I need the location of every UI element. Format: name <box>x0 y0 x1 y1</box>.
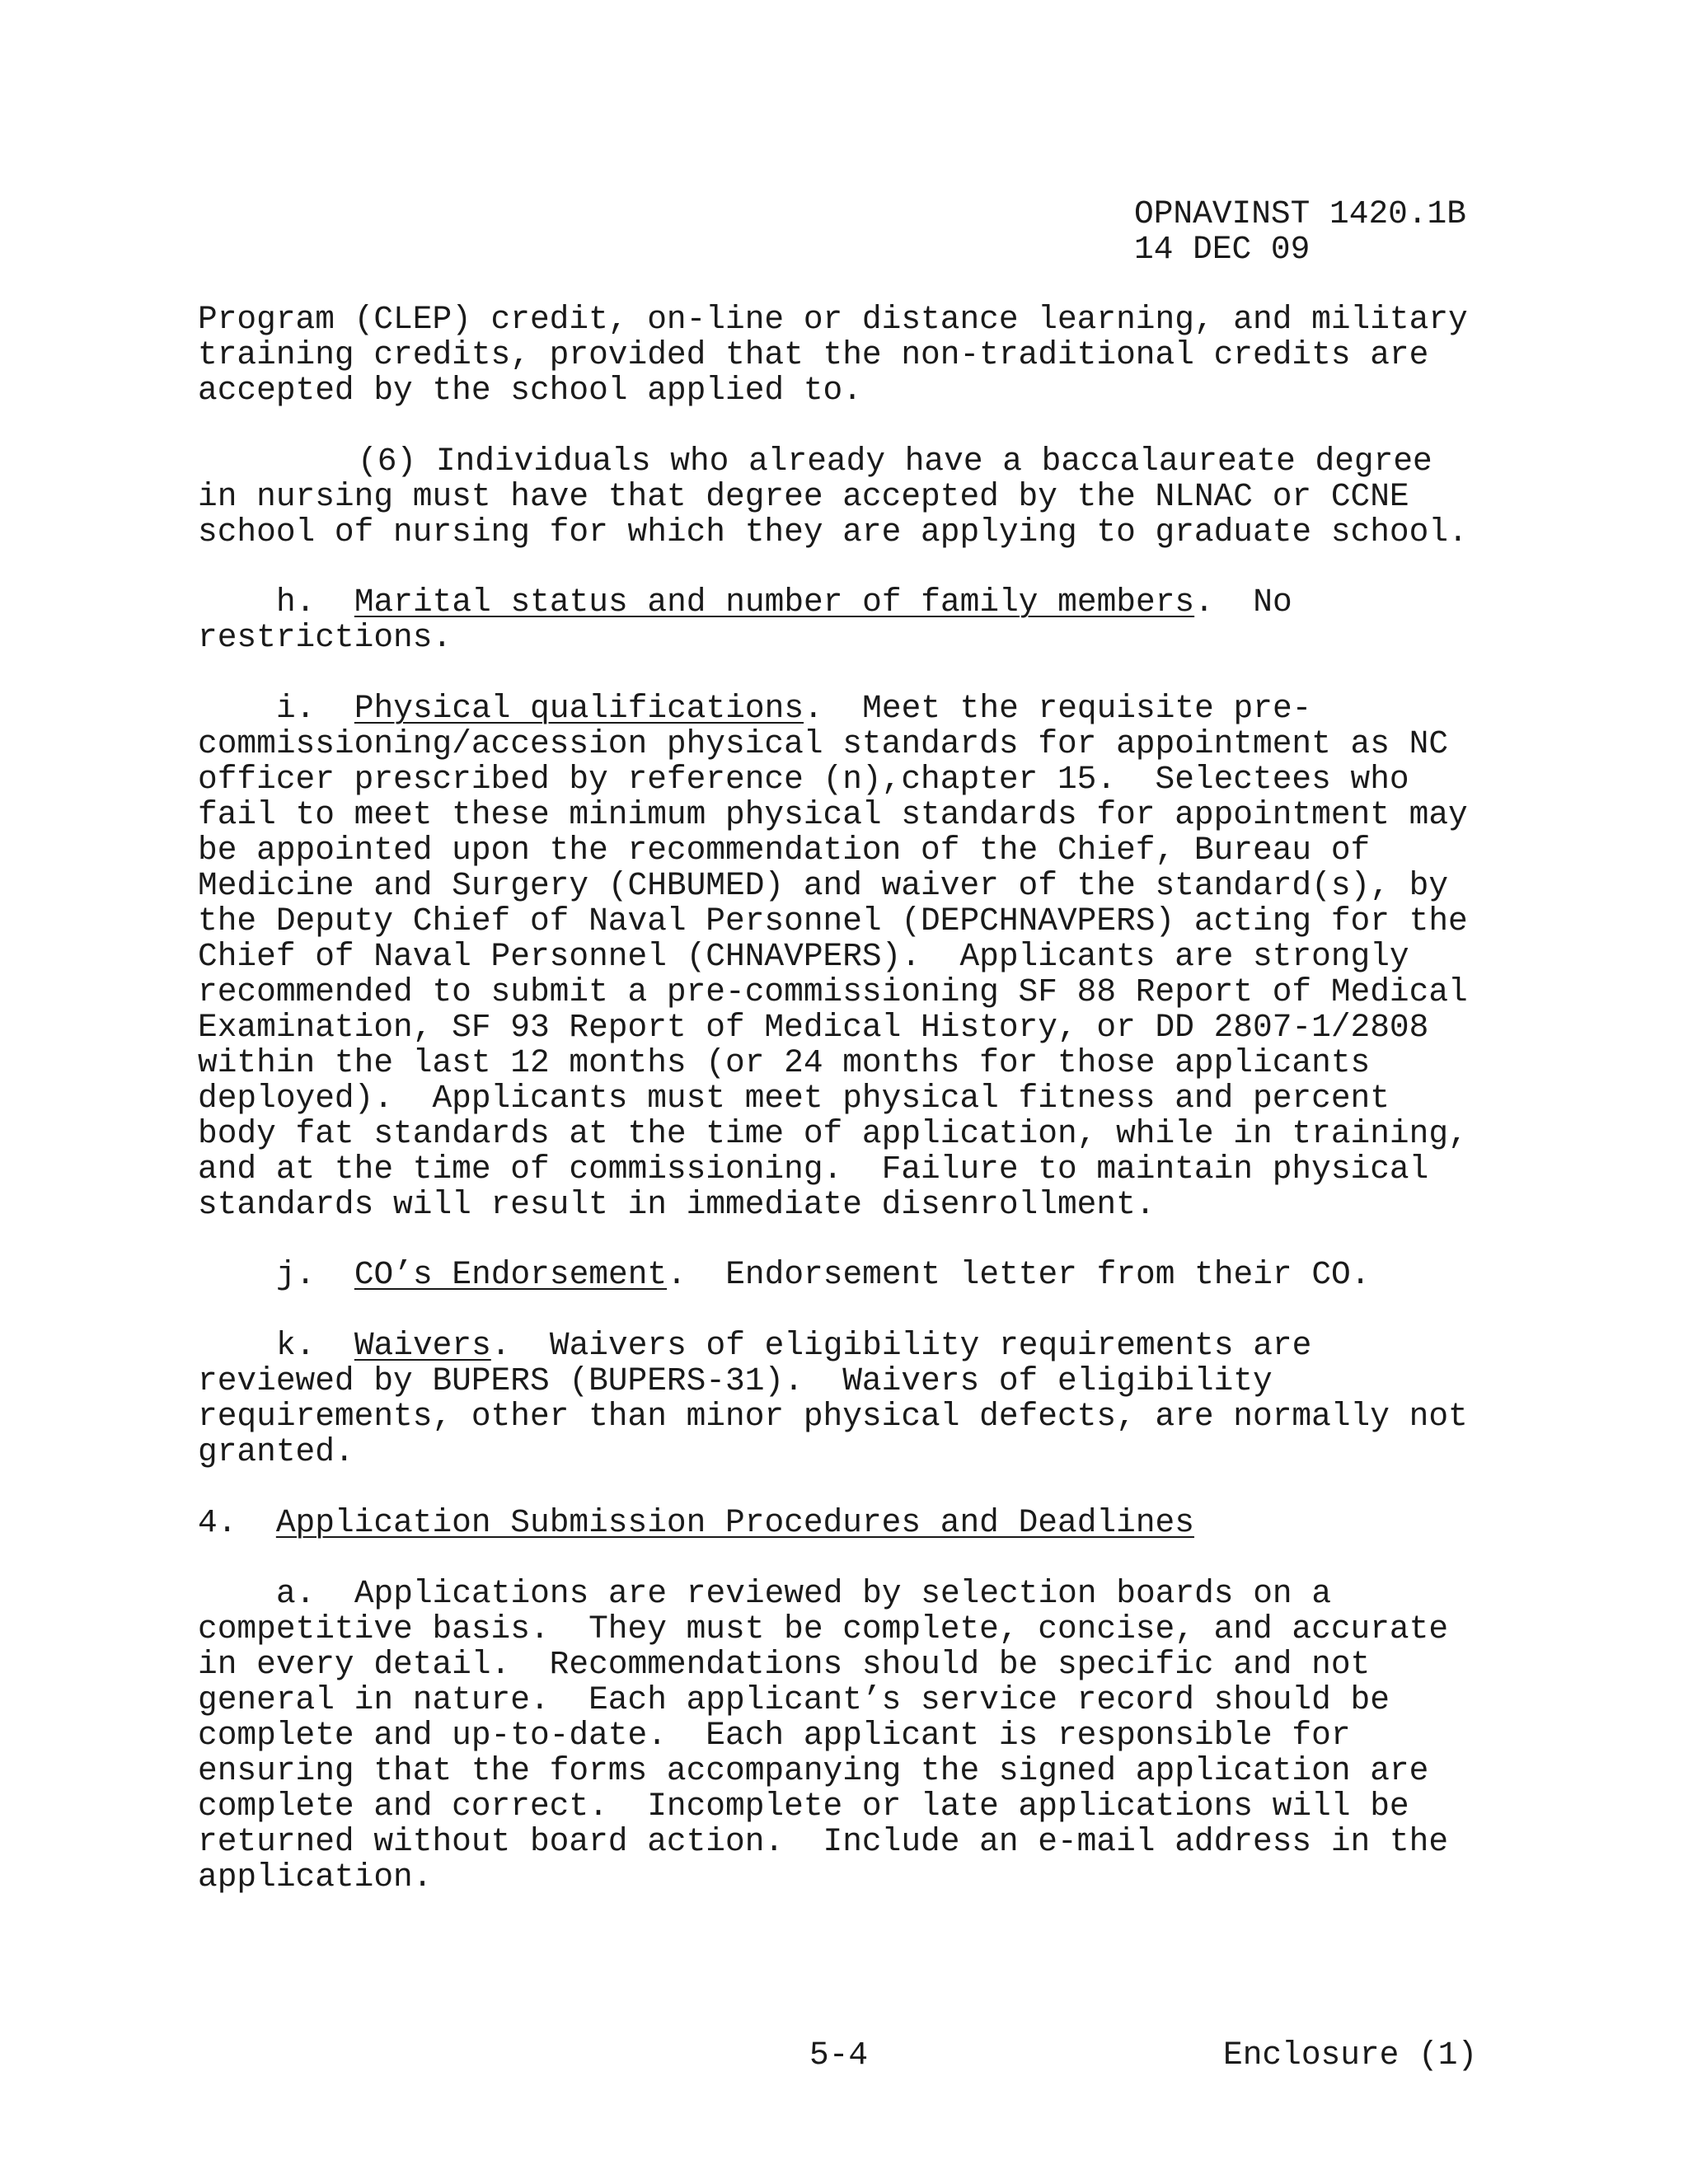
paragraph-text: . No <box>1194 583 1292 621</box>
paragraph-line: requirements, other than minor physical defects, are normally not <box>198 1398 1468 1435</box>
paragraph-line: and at the time of commissioning. Failure to maintain physical <box>198 1151 1429 1188</box>
paragraph-line: general in nature. Each applicant’s service record should be <box>198 1681 1390 1718</box>
section-4-heading <box>198 1505 1194 1540</box>
section-title: Application Submission Procedures and Deadlines <box>275 1504 1194 1541</box>
instruction-date: 14 DEC 09 <box>1134 231 1311 268</box>
paragraph-label: k. <box>276 1327 316 1364</box>
paragraph-line: granted. <box>198 1433 354 1470</box>
paragraph-line: application. <box>198 1858 433 1896</box>
enclosure-label: Enclosure (1) <box>1223 2036 1478 2074</box>
paragraph-line: Medicine and Surgery (CHBUMED) and waiver of the standard(s), by <box>198 867 1449 904</box>
subparagraph-label: (6) <box>358 443 417 480</box>
paragraph-heading: CO’s Endorsement <box>354 1256 668 1293</box>
page-number: 5-4 <box>809 2036 869 2074</box>
paragraph-line: competitive basis. They must be complete, concise, and accurate <box>198 1610 1449 1647</box>
paragraph-line: training credits, provided that the non-traditional credits are <box>198 336 1429 373</box>
paragraph-line: the Deputy Chief of Naval Personnel (DEPCHNAVPERS) acting for the <box>198 902 1468 940</box>
paragraph-line: officer prescribed by reference (n),chapter 15. Selectees who <box>198 761 1409 798</box>
paragraph-j-first-line <box>276 1257 1370 1292</box>
paragraph-line: returned without board action. Include an e-mail address in the <box>198 1823 1449 1860</box>
section-number: 4. <box>198 1504 237 1541</box>
paragraph-line: within the last 12 months (or 24 months for those applicants <box>198 1044 1371 1081</box>
instruction-number: OPNAVINST 1420.1B <box>1134 195 1466 232</box>
paragraph-label: j. <box>276 1256 316 1293</box>
paragraph-text: . Waivers of eligibility requirements are <box>490 1327 1312 1364</box>
paragraph-k-first-line <box>276 1328 1311 1363</box>
paragraph-text: Individuals who already have a baccalaureate degree <box>416 443 1432 480</box>
paragraph-line: standards will result in immediate disenrollment. <box>198 1186 1156 1223</box>
paragraph-line: accepted by the school applied to. <box>198 372 862 409</box>
paragraph-line: restrictions. <box>198 619 452 656</box>
paragraph-line: fail to meet these minimum physical standards for appointment may <box>198 796 1468 833</box>
paragraph-line: deployed). Applicants must meet physical fitness and percent <box>198 1080 1390 1117</box>
paragraph-heading: Physical qualifications <box>354 690 804 727</box>
paragraph-line: school of nursing for which they are applying to graduate school. <box>198 513 1468 551</box>
paragraph-line: Examination, SF 93 Report of Medical History, or DD 2807-1/2808 <box>198 1009 1429 1046</box>
paragraph-line: recommended to submit a pre-commissioning SF 88 Report of Medical <box>198 973 1468 1010</box>
paragraph-line: reviewed by BUPERS (BUPERS-31). Waivers of eligibility <box>198 1362 1273 1399</box>
paragraph-text: . Meet the requisite pre- <box>804 690 1312 727</box>
paragraph-line: complete and up-to-date. Each applicant is responsible for <box>198 1717 1351 1754</box>
paragraph-line: be appointed upon the recommendation of the Chief, Bureau of <box>198 832 1371 869</box>
paragraph-line: Chief of Naval Personnel (CHNAVPERS). Applicants are strongly <box>198 938 1409 975</box>
paragraph-line: complete and correct. Incomplete or late applications will be <box>198 1788 1409 1825</box>
paragraph-heading: Waivers <box>354 1327 491 1364</box>
paragraph-line: commissioning/accession physical standards for appointment as NC <box>198 725 1449 762</box>
paragraph-heading: Marital status and number of family members <box>354 583 1195 621</box>
paragraph-label: a. <box>276 1575 316 1612</box>
paragraph-label: h. <box>276 583 316 621</box>
subparagraph-6-first-line <box>358 443 1432 479</box>
paragraph-label: i. <box>276 690 316 727</box>
paragraph-text: Applications are reviewed by selection boards on a <box>315 1575 1332 1612</box>
paragraph-a-first-line <box>276 1576 1331 1611</box>
paragraph-line: Program (CLEP) credit, on-line or distance learning, and military <box>198 301 1468 338</box>
paragraph-line: body fat standards at the time of application, while in training, <box>198 1115 1468 1152</box>
paragraph-text: . Endorsement letter from their CO. <box>667 1256 1371 1293</box>
paragraph-line: in nursing must have that degree accepted by the NLNAC or CCNE <box>198 478 1409 515</box>
paragraph-line: ensuring that the forms accompanying the signed application are <box>198 1752 1429 1789</box>
paragraph-h-first-line <box>276 584 1292 620</box>
paragraph-line: in every detail. Recommendations should be specific and not <box>198 1646 1371 1683</box>
paragraph-i-first-line <box>276 691 1311 726</box>
